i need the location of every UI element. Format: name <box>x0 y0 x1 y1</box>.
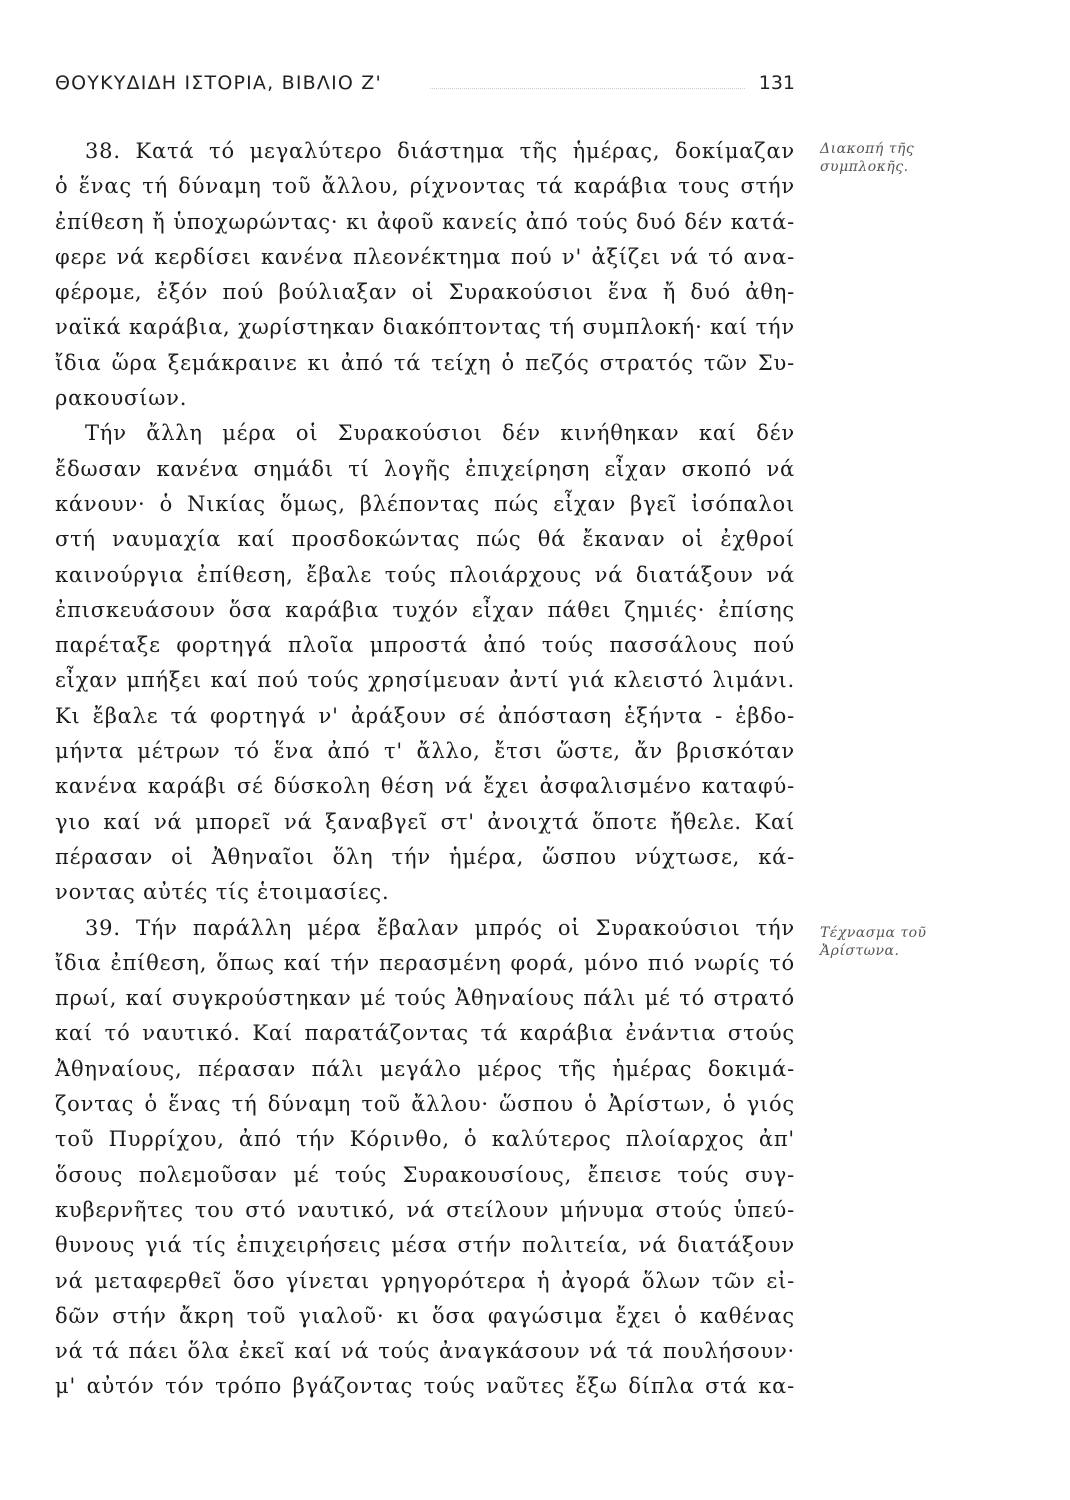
text-line: ὁ ἕνας τή δύναμη τοῦ ἄλλου, ρίχνοντας τά καράβια τους στήν <box>55 174 795 199</box>
text-line: καινούργια ἐπίθεση, ἔβαλε τούς πλοιάρχους νά διατάξουν νά <box>55 562 795 587</box>
running-title: ΘΟΥΚΥΔΙΔΗ ΙΣΤΟΡΙΑ, ΒΙΒΛΙΟ Ζ' <box>55 72 382 94</box>
text-line: καί τό ναυτικό. Καί παρατάζοντας τά καράβια ἐνάντια στούς <box>55 1021 795 1046</box>
text-line: Τήν ἄλλη μέρα οἱ Συρακούσιοι δέν κινήθηκαν καί δέν <box>85 421 795 446</box>
margin-note-interruption <box>820 140 970 176</box>
page-number: 131 <box>758 72 795 94</box>
text-line: ἐπισκευάσουν ὅσα καράβια τυχόν εἶχαν πάθει ζημιές· ἐπίσης <box>55 597 795 622</box>
text-line: δῶν στήν ἄκρη τοῦ γιαλοῦ· κι ὅσα φαγώσιμα ἔχει ὁ καθένας <box>55 1303 795 1328</box>
text-line: 38. Κατά τό μεγαλύτερο διάστημα τῆς ἡμέρας, δοκίμαζαν <box>85 139 795 163</box>
body-text <box>55 134 795 1405</box>
text-line: ζοντας ὁ ἕνας τή δύναμη τοῦ ἄλλου· ὥσπου ὁ Ἀρίστων, ὁ γιός <box>55 1092 795 1117</box>
text-line: νά τά πάει ὅλα ἐκεῖ καί νά τούς ἀναγκάσουν νά τά πουλήσουν· <box>55 1339 795 1364</box>
text-line: κυβερνῆτες του στό ναυτικό, νά στείλουν μήνυμα στούς ὑπεύ- <box>55 1197 795 1222</box>
margin-note-line: Διακοπή τῆς <box>820 141 915 157</box>
margin-note-line: συμπλοκῆς. <box>820 159 909 175</box>
text-line: εἶχαν μπήξει καί πού τούς χρησίμευαν ἀντί γιά κλειστό λιμάνι. <box>55 668 795 693</box>
header-rule <box>430 88 745 89</box>
text-line: γιο καί νά μπορεῖ νά ξαναβγεῖ στ' ἀνοιχτά ὅποτε ἤθελε. Καί <box>55 809 795 834</box>
text-line: ρακουσίων. <box>55 386 188 411</box>
text-line: φέρομε, ἐξόν πού βούλιαξαν οἱ Συρακούσιοι ἕνα ἤ δυό ἀθη- <box>55 280 795 305</box>
text-line: κάνουν· ὁ Νικίας ὅμως, βλέποντας πώς εἶχαν βγεῖ ἰσόπαλοι <box>55 491 795 516</box>
text-line: πέρασαν οἱ Ἀθηναῖοι ὅλη τήν ἡμέρα, ὥσπου νύχτωσε, κά- <box>55 844 795 869</box>
margin-note-line: Τέχνασμα τοῦ <box>820 925 927 941</box>
text-line: ἴδια ὥρα ξεμάκραινε κι ἀπό τά τείχη ὁ πεζός στρατός τῶν Συ- <box>55 350 795 375</box>
text-line: θυνους γιά τίς ἐπιχειρήσεις μέσα στήν πολιτεία, νά διατάξουν <box>55 1233 795 1258</box>
text-line: ἐπίθεση ἤ ὑποχωρώντας· κι ἀφοῦ κανείς ἀπό τούς δυό δέν κατά- <box>55 209 795 234</box>
text-line: ἔδωσαν κανένα σημάδι τί λογῆς ἐπιχείρηση εἶχαν σκοπό νά <box>55 456 795 481</box>
text-line: ὅσους πολεμοῦσαν μέ τούς Συρακουσίους, ἔπεισε τούς συγ- <box>55 1162 795 1187</box>
text-line: νά μεταφερθεῖ ὅσο γίνεται γρηγορότερα ἡ ἀγορά ὅλων τῶν εἰ- <box>55 1268 795 1293</box>
text-line: Ἀθηναίους, πέρασαν πάλι μεγάλο μέρος τῆς ἡμέρας δοκιμά- <box>55 1056 795 1081</box>
text-line: στή ναυμαχία καί προσδοκώντας πώς θά ἔκαναν οἱ ἐχθροί <box>55 527 795 552</box>
text-line: τοῦ Πυρρίχου, ἀπό τήν Κόρινθο, ὁ καλύτερος πλοίαρχος ἀπ' <box>55 1127 795 1152</box>
text-line: νοντας αὐτές τίς ἑτοιμασίες. <box>55 880 390 905</box>
text-line: ναϊκά καράβια, χωρίστηκαν διακόπτοντας τή συμπλοκή· καί τήν <box>55 315 795 340</box>
margin-note-ariston <box>820 924 970 960</box>
margin-note-line: Ἀρίστωνα. <box>820 943 900 959</box>
text-line: μ' αὐτόν τόν τρόπο βγάζοντας τούς ναῦτες ἔξω δίπλα στά κα- <box>55 1374 795 1399</box>
text-line: φερε νά κερδίσει κανένα πλεονέκτημα πού ν' ἀξίζει νά τό ανα- <box>55 244 795 269</box>
text-line: 39. Τήν παράλλη μέρα ἔβαλαν μπρός οἱ Συρακούσιοι τήν <box>85 915 795 940</box>
text-line: κανένα καράβι σέ δύσκολη θέση νά ἔχει ἀσφαλισμένο καταφύ- <box>55 774 795 799</box>
text-line: μήντα μέτρων τό ἕνα ἀπό τ' ἄλλο, ἔτσι ὥστε, ἄν βρισκόταν <box>55 739 795 764</box>
text-line: πρωί, καί συγκρούστηκαν μέ τούς Ἀθηναίους πάλι μέ τό στρατό <box>55 986 795 1011</box>
text-line: ἴδια ἐπίθεση, ὅπως καί τήν περασμένη φορά, μόνο πιό νωρίς τό <box>55 950 795 975</box>
text-line: Κι ἔβαλε τά φορτηγά ν' ἀράξουν σέ ἀπόσταση ἑξήντα - ἑβδο- <box>55 703 795 728</box>
page-header <box>55 72 795 102</box>
text-line: παρέταξε φορτηγά πλοῖα μπροστά ἀπό τούς πασσάλους πού <box>55 633 795 658</box>
